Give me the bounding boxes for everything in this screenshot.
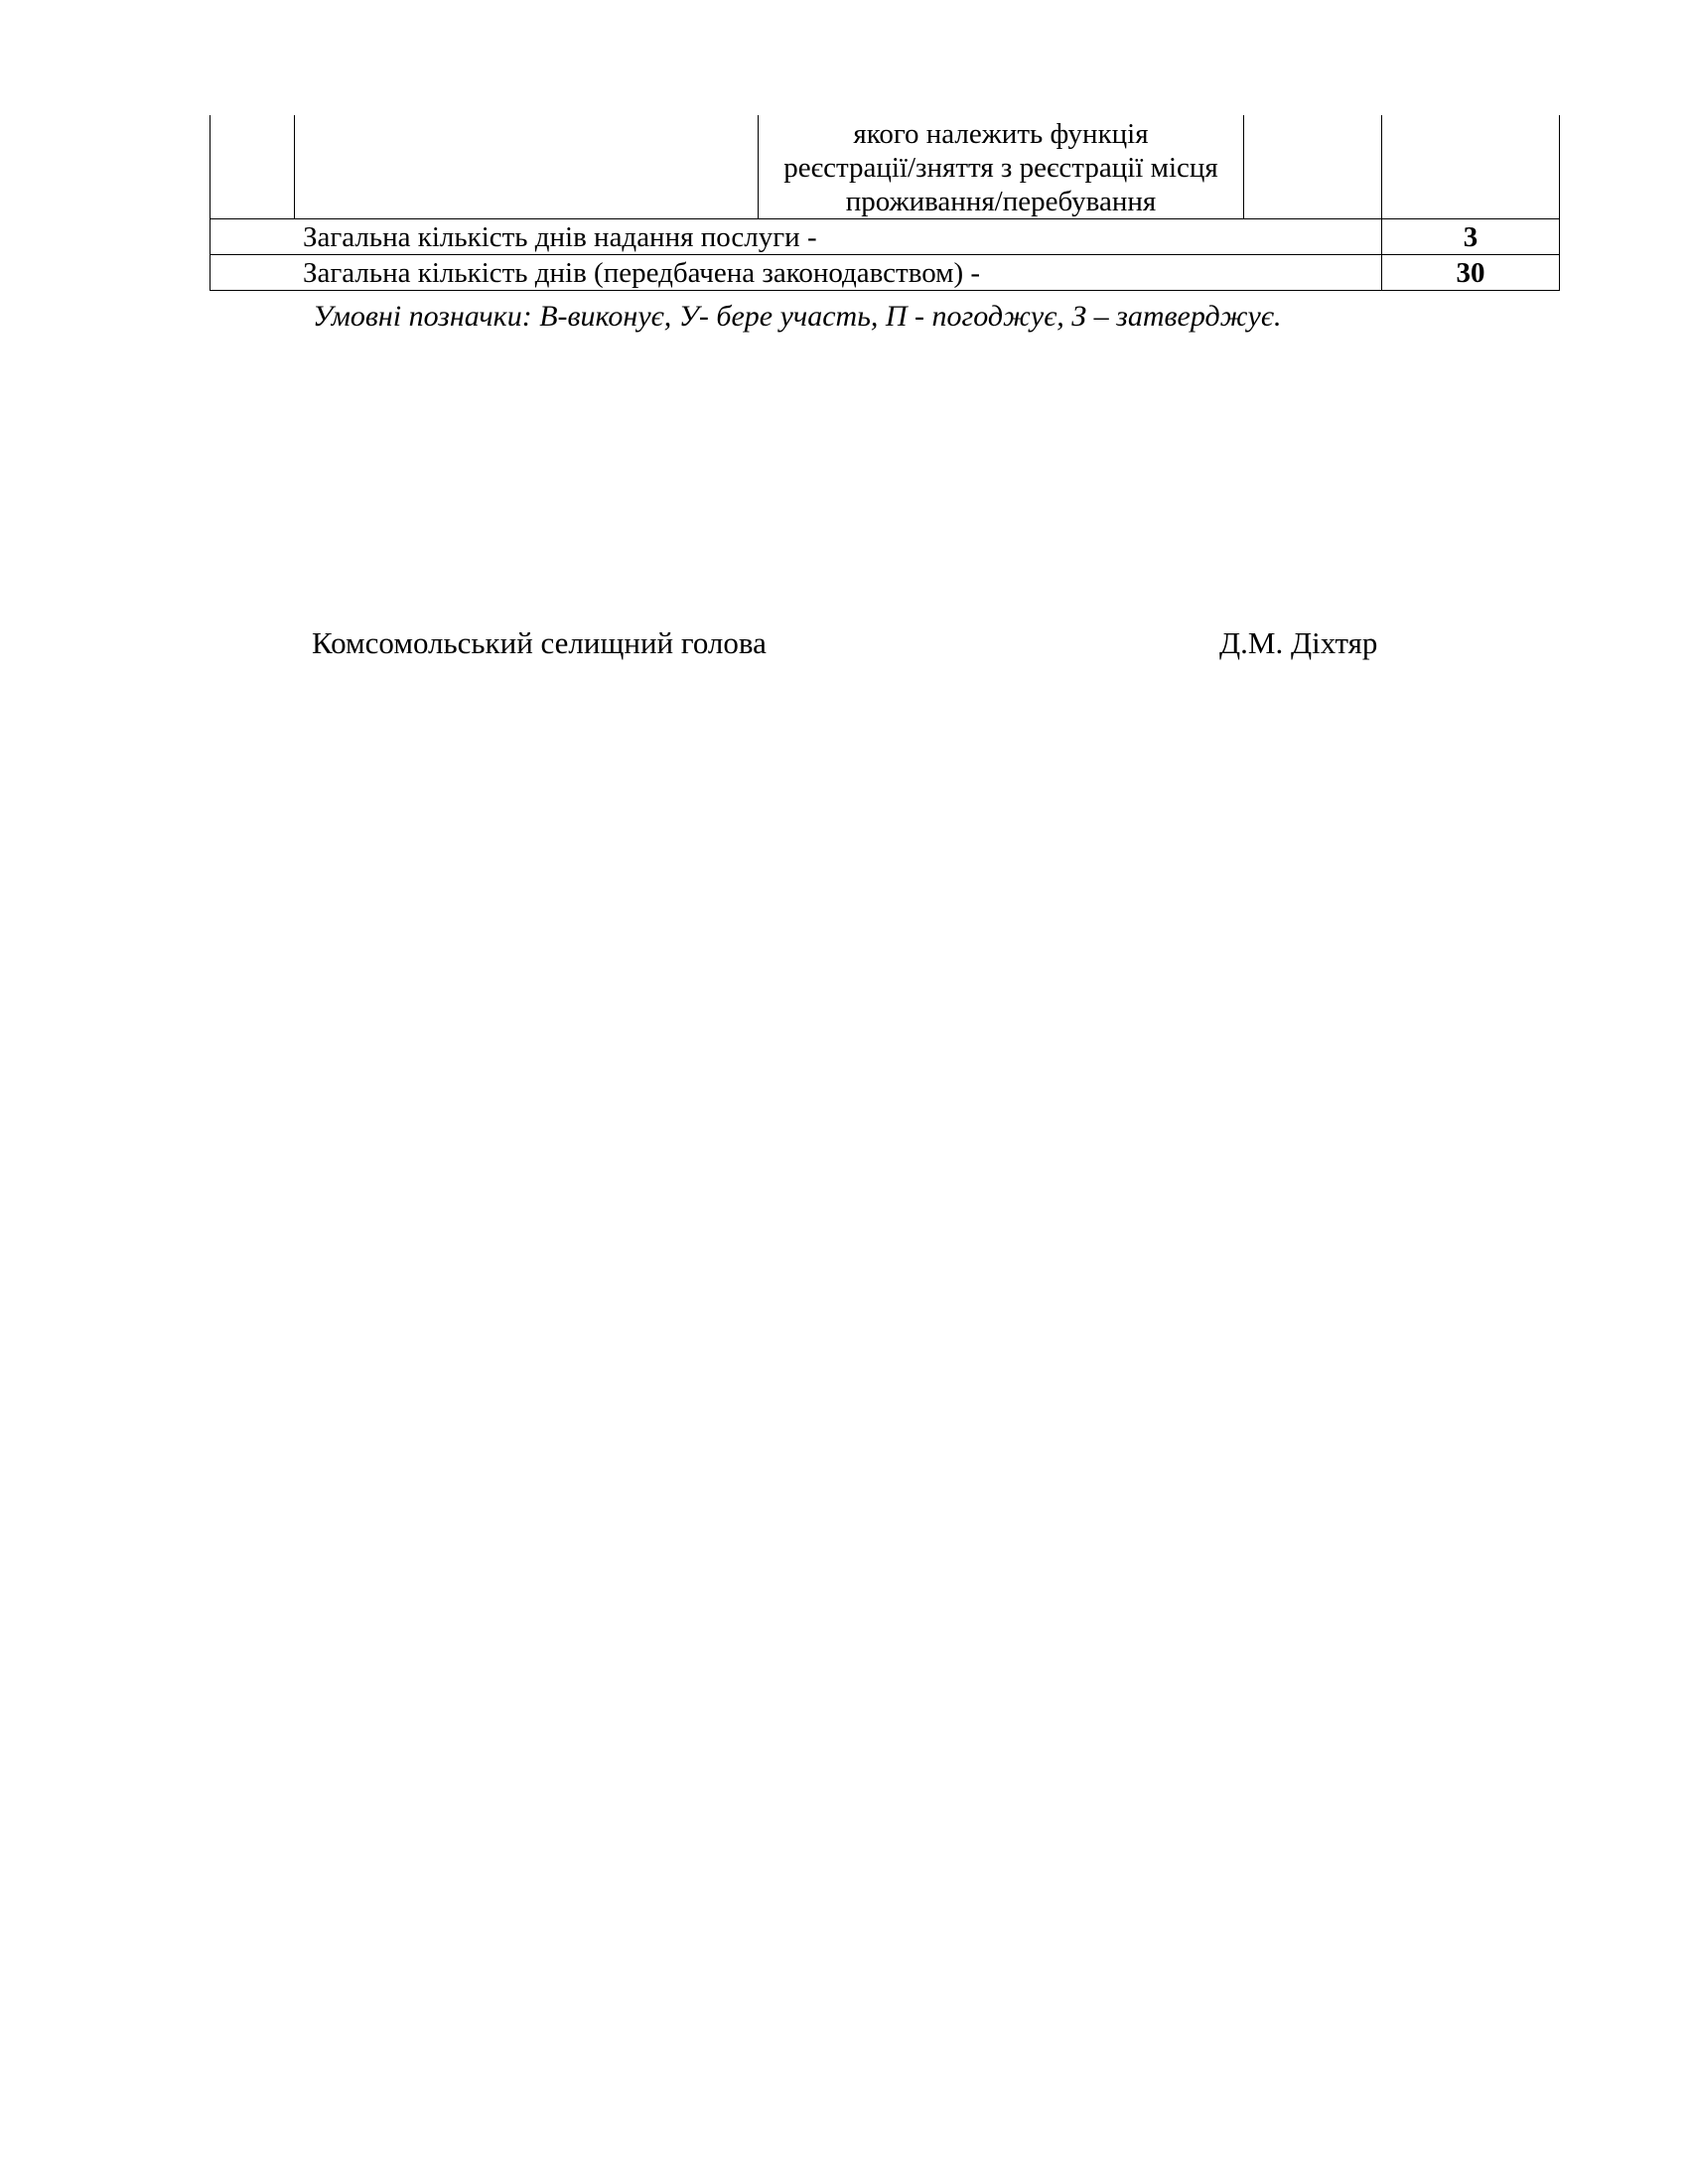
responsible-line-1: якого належить функція — [853, 118, 1149, 150]
cell-responsible — [759, 115, 1244, 219]
table-row-total-days — [211, 219, 1560, 255]
signer-title: Комсомольський селищний голова — [312, 625, 767, 660]
total-days-label: Загальна кількість днів надання послуги - — [211, 219, 1382, 255]
legal-days-label: Загальна кількість днів (передбачена законодавством) - — [211, 255, 1382, 291]
cell-number — [211, 115, 295, 219]
cell-term — [1382, 115, 1560, 219]
responsible-line-2: реєстрації/зняття з реєстрації місця — [783, 152, 1218, 184]
procedure-table — [210, 115, 1560, 291]
legal-days-value: 30 — [1382, 255, 1560, 291]
cell-action — [1244, 115, 1382, 219]
responsible-line-3: проживання/перебування — [845, 186, 1157, 217]
table-row-continued — [211, 115, 1560, 219]
total-days-value: 3 — [1382, 219, 1560, 255]
legend-note: Умовні позначки: В-виконує, У- бере участь, П - погоджує, З – затверджує. — [313, 300, 1282, 333]
cell-stage — [295, 115, 759, 219]
signer-name: Д.М. Діхтяр — [1219, 625, 1378, 660]
table-row-legal-days — [211, 255, 1560, 291]
